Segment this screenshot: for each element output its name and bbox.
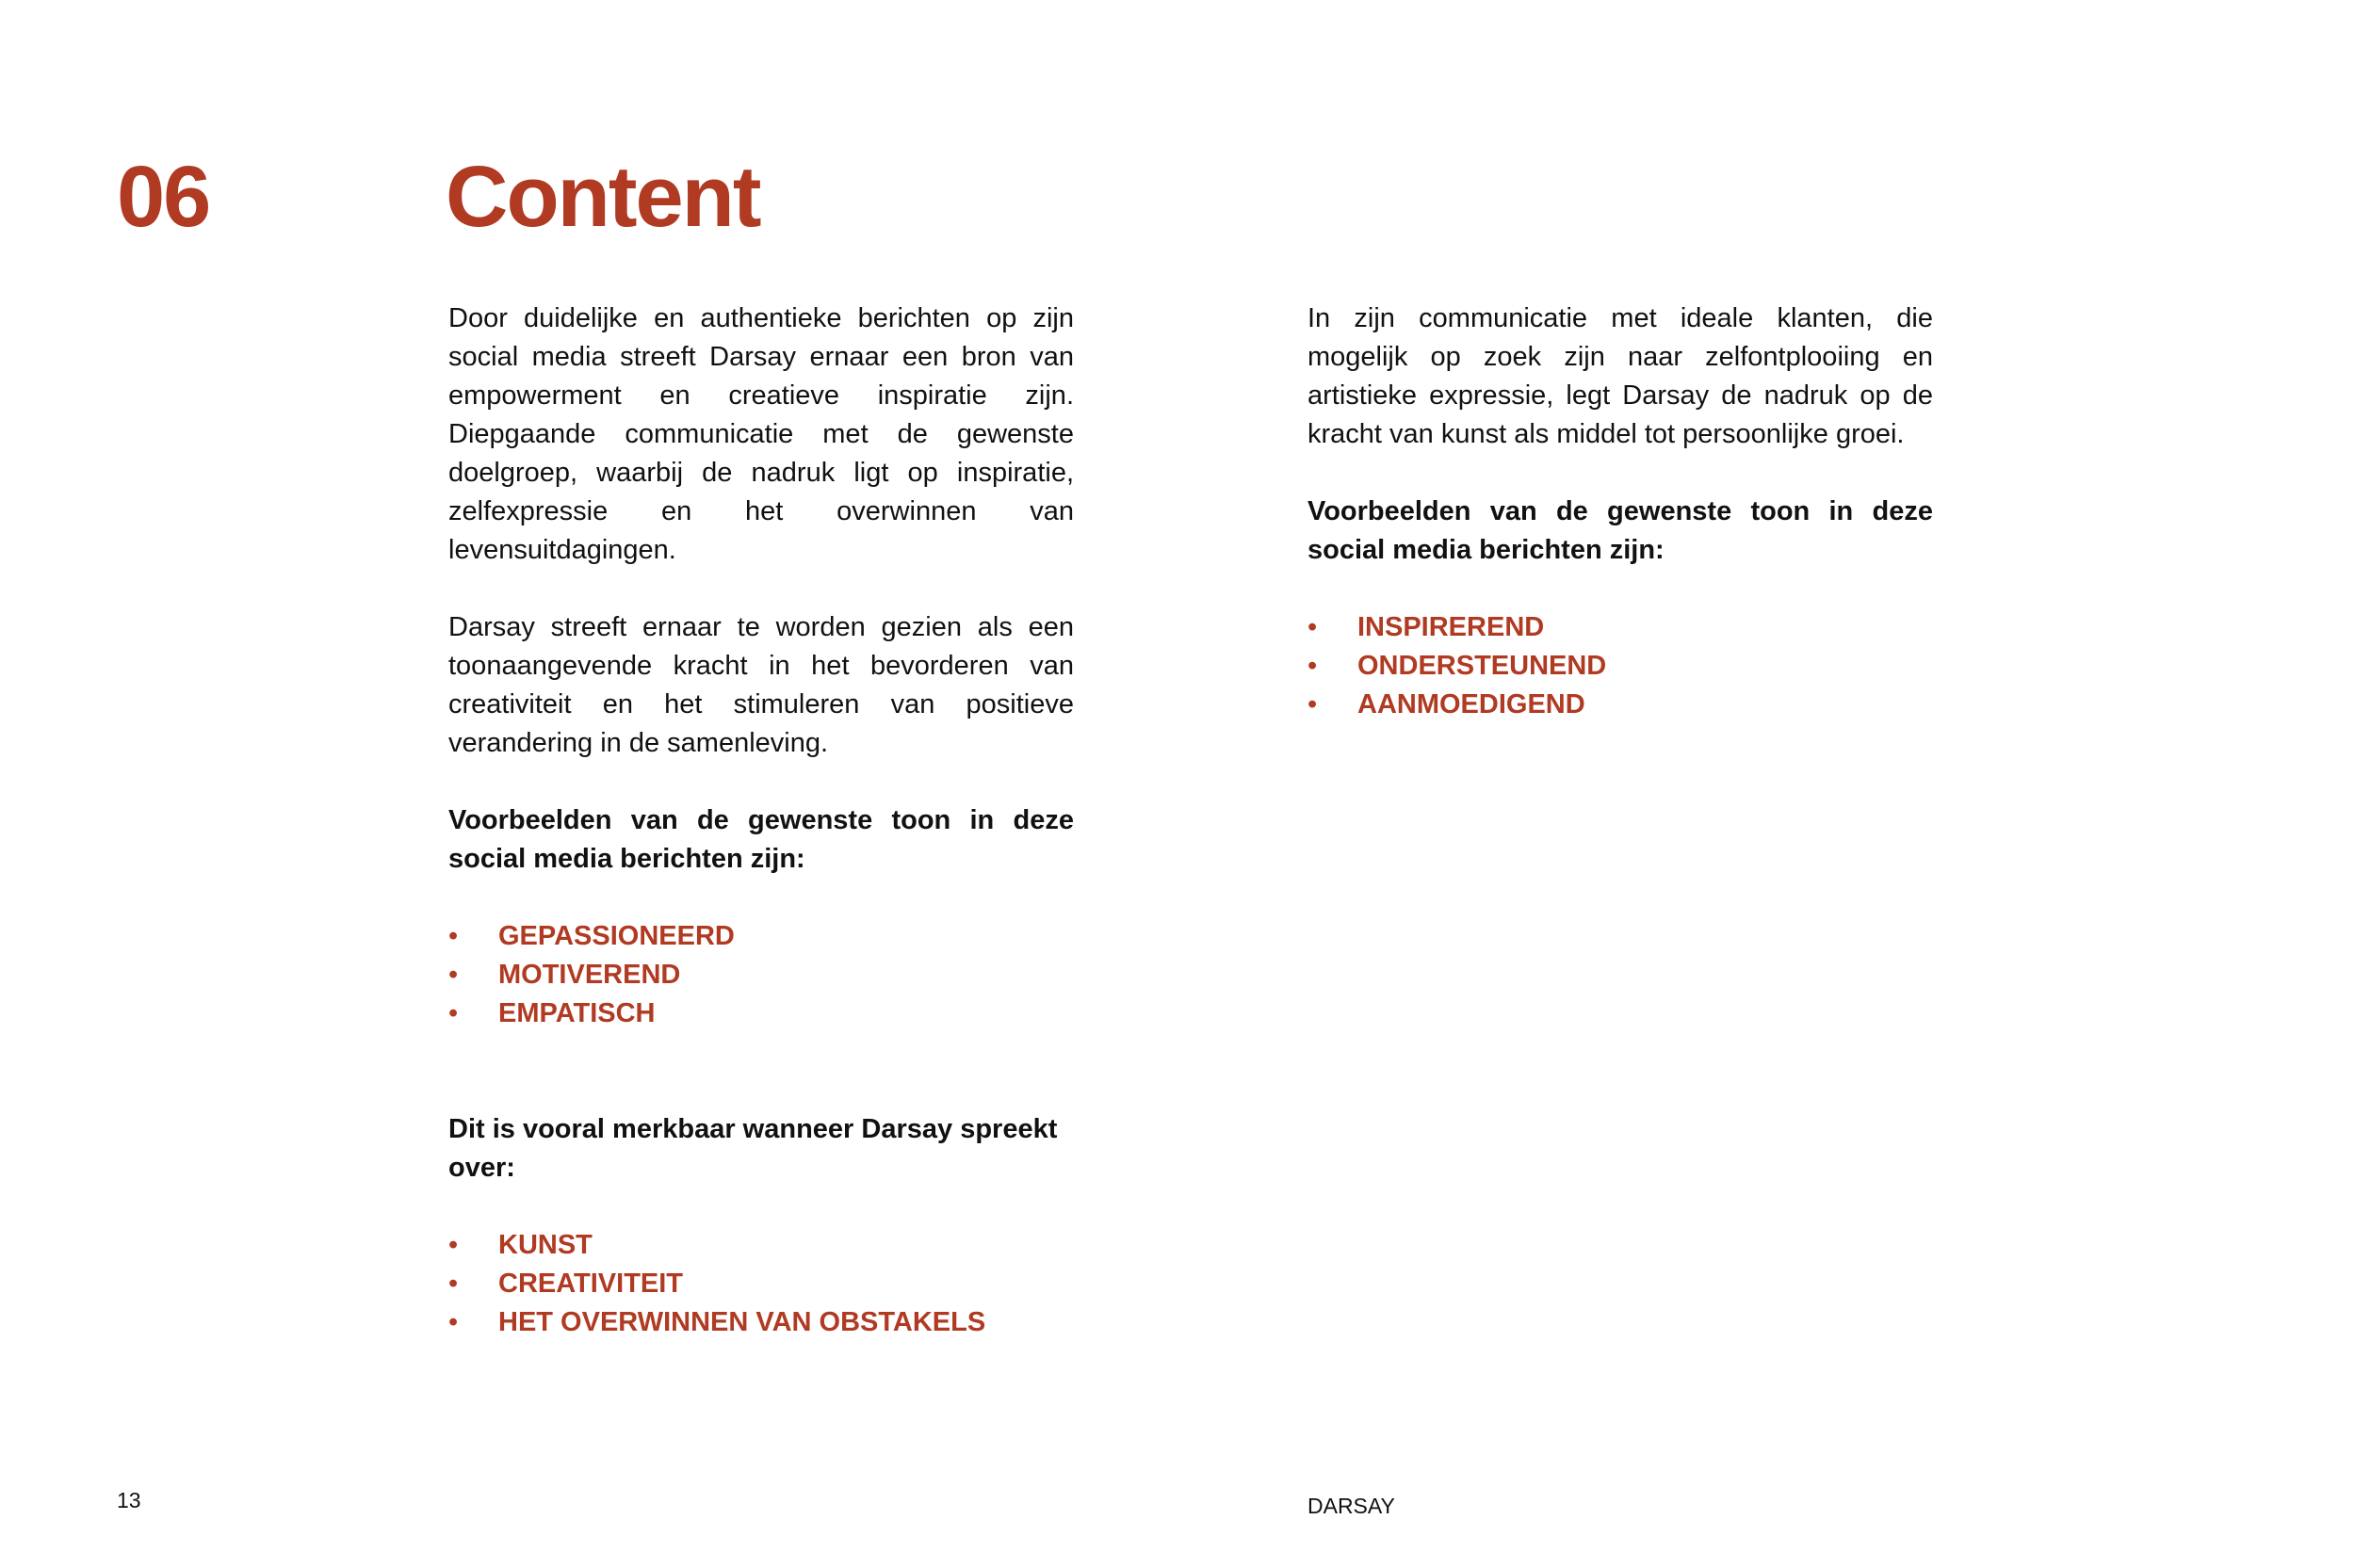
tone-list-right — [1307, 608, 1933, 724]
right-column — [1307, 299, 1933, 763]
topic-list — [448, 1226, 1074, 1342]
ambition-paragraph: Darsay streeft ernaar te worden gezien als een toonaangevende kracht in het bevorderen van creativiteit en het stimuleren van positieve verandering in de samenleving. — [448, 612, 1074, 758]
topics-heading: Dit is vooral merkbaar wanneer Darsay spreekt over: — [448, 1114, 1058, 1183]
bullet-icon: • — [1307, 689, 1318, 719]
list-item-label: MOTIVEREND — [498, 960, 681, 990]
list-item-label: AANMOEDIGEND — [1357, 689, 1585, 719]
spacer — [448, 1072, 1074, 1110]
list-item — [1307, 608, 1933, 647]
client-paragraph: In zijn communicatie met ideale klanten, die mogelijk op zoek zijn naar zelfontplooiing en artistieke expressie, legt Darsay de nadruk op de kracht van kunst als middel tot persoonlijke groei. — [1307, 303, 1933, 449]
list-item — [448, 1303, 1074, 1342]
brand-footer: DARSAY — [1307, 1494, 1395, 1518]
list-item-label: EMPATISCH — [498, 998, 656, 1028]
list-item-label: ONDERSTEUNEND — [1357, 651, 1607, 681]
left-column — [448, 299, 1074, 1381]
list-item — [1307, 647, 1933, 686]
bullet-icon: • — [448, 998, 459, 1028]
list-item — [448, 1226, 1074, 1265]
page-number: 13 — [117, 1488, 141, 1512]
bullet-icon: • — [448, 1269, 459, 1299]
tone-heading-left: Voorbeelden van de gewenste toon in deze social media berichten zijn: — [448, 805, 1074, 874]
bullet-icon: • — [448, 960, 459, 990]
tone-heading-right: Voorbeelden van de gewenste toon in deze social media berichten zijn: — [1307, 496, 1933, 565]
bullet-icon: • — [448, 921, 459, 951]
list-item — [448, 1265, 1074, 1303]
list-item — [448, 994, 1074, 1033]
intro-paragraph: Door duidelijke en authentieke berichten op zijn social media streeft Darsay ernaar een bron van empowerment en creatieve inspiratie zijn. Diepgaande communicatie met de gewenste doelgroep, waarbij de nadruk ligt op inspiratie, zelfexpressie en het overwinnen van levensuitdagingen. — [448, 303, 1074, 565]
list-item — [448, 956, 1074, 994]
bullet-icon: • — [1307, 651, 1318, 681]
list-item — [1307, 686, 1933, 724]
tone-list-left — [448, 917, 1074, 1033]
page-title: Content — [446, 149, 760, 245]
list-item-label: CREATIVITEIT — [498, 1269, 684, 1299]
list-item — [448, 917, 1074, 956]
bullet-icon: • — [448, 1230, 459, 1260]
bullet-icon: • — [1307, 612, 1318, 642]
list-item-label: INSPIREREND — [1357, 612, 1545, 642]
list-item-label: HET OVERWINNEN VAN OBSTAKELS — [498, 1307, 986, 1337]
bullet-icon: • — [448, 1307, 459, 1337]
list-item-label: KUNST — [498, 1230, 593, 1260]
list-item-label: GEPASSIONEERD — [498, 921, 735, 951]
section-number: 06 — [117, 149, 210, 245]
